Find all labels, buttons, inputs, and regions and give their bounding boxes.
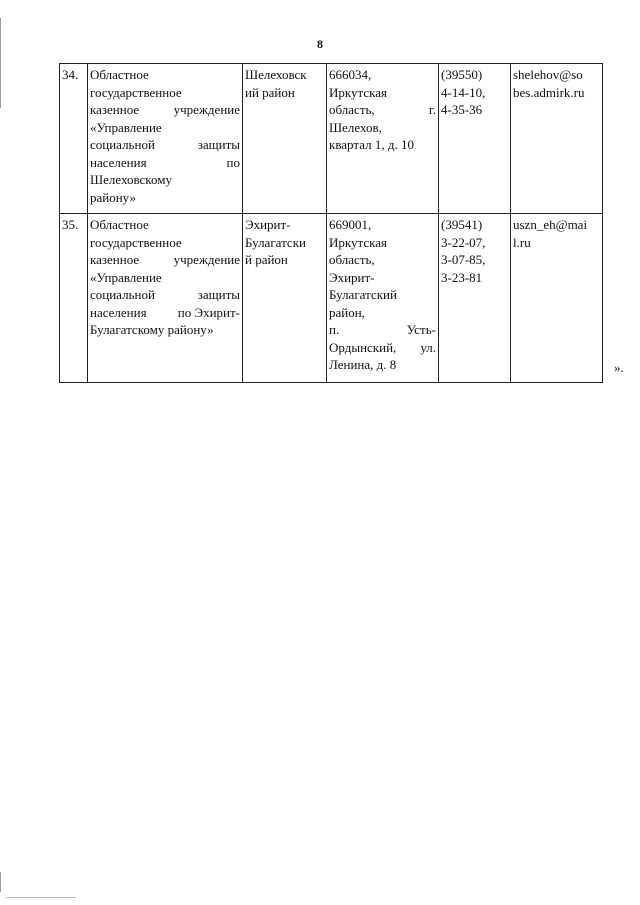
phone-numbers: (39550) 4-14-10, 4-35-36	[439, 64, 511, 214]
row-number: 34.	[60, 64, 88, 214]
postal-address: 666034, Иркутская область, г. Шелехов, квартал 1, д. 10	[327, 64, 439, 214]
table-row	[60, 64, 603, 214]
page-number: 8	[317, 37, 323, 51]
scan-edge-mark	[0, 18, 1, 108]
table-row	[60, 214, 603, 383]
institutions-table	[59, 63, 603, 383]
scan-edge-mark	[0, 872, 1, 892]
organization-name: Областное государственное казенное учреждение «Управление социальной защиты населения по Шелеховскому району»	[88, 64, 243, 214]
organization-name: Областное государственное казенное учреждение «Управление социальной защиты населения по Эхирит- Булагатскому району»	[88, 214, 243, 383]
row-number: 35.	[60, 214, 88, 383]
phone-numbers: (39541) 3-22-07, 3-07-85, 3-23-81	[439, 214, 511, 383]
district-name: Эхирит- Булагатски й район	[243, 214, 327, 383]
district-name: Шелеховск ий район	[243, 64, 327, 214]
closing-quote-mark: ».	[614, 360, 624, 375]
email-address: shelehov@so bes.admirk.ru	[511, 64, 603, 214]
postal-address: 669001, Иркутская область, Эхирит- Булагатский район, п. Усть- Ордынский, ул. Ленина, д. 8	[327, 214, 439, 383]
scan-edge-mark	[6, 897, 76, 898]
email-address: uszn_eh@mai l.ru	[511, 214, 603, 383]
